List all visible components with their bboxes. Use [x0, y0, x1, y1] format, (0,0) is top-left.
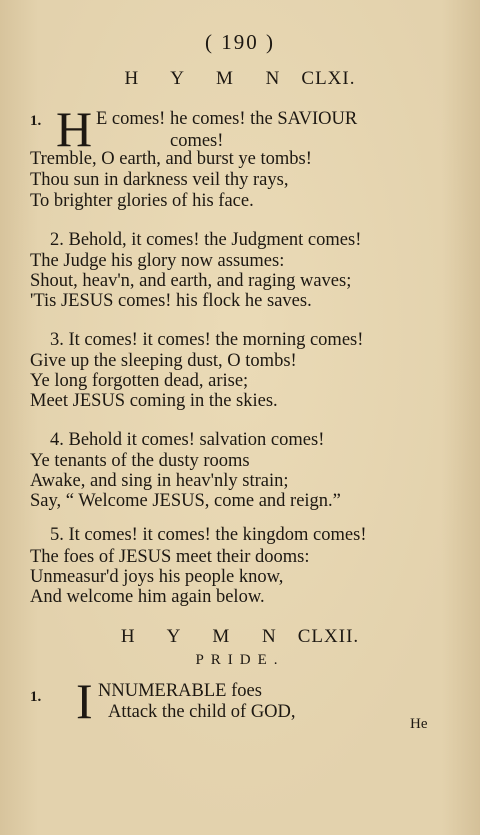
verse-line: Say, “ Welcome JESUS, come and reign.” — [30, 491, 341, 511]
drop-cap: H — [56, 101, 93, 157]
verse-line: 3. It comes! it comes! the morning comes! — [50, 330, 364, 350]
verse-line: Tremble, O earth, and burst ye tombs! — [30, 149, 312, 169]
verse-line: 'Tis JESUS comes! his flock he saves. — [30, 291, 312, 311]
hymn-label: H Y M N — [124, 68, 294, 89]
verse-line: Unmeasur'd joys his people know, — [30, 567, 284, 587]
hymn-heading — [0, 68, 480, 90]
hymn-number: CLXII. — [297, 626, 360, 647]
verse-line: Ye tenants of the dusty rooms — [30, 451, 250, 471]
verse-line: The foes of JESUS meet their dooms: — [30, 547, 310, 567]
verse-line: NNUMERABLE foes — [98, 681, 262, 701]
hymn-heading — [0, 626, 480, 648]
drop-cap: I — [76, 673, 93, 729]
verse-line: 2. Behold, it comes! the Judgment comes! — [50, 230, 362, 250]
stanza-number: 1. — [30, 689, 42, 705]
catchword: He — [410, 716, 428, 732]
verse-line: comes! — [170, 131, 224, 151]
hymn-label: H Y M N — [120, 626, 290, 647]
verse-line: E comes! he comes! the SAVIOUR — [96, 109, 358, 129]
page-number: ( 190 ) — [205, 30, 275, 54]
verse-line: Meet JESUS coming in the skies. — [30, 391, 278, 411]
verse-line: Give up the sleeping dust, O tombs! — [30, 351, 297, 371]
verse-line: Attack the child of GOD, — [108, 702, 296, 722]
verse-line: To brighter glories of his face. — [30, 191, 254, 211]
verse-line: 5. It comes! it comes! the kingdom comes! — [50, 525, 367, 545]
stanza-number: 1. — [30, 113, 42, 129]
hymn-number: CLXI. — [301, 68, 356, 89]
hymn-subtitle: PRIDE. — [195, 652, 285, 668]
verse-line: Awake, and sing in heav'nly strain; — [30, 471, 289, 491]
verse-line: The Judge his glory now assumes: — [30, 251, 285, 271]
verse-line: And welcome him again below. — [30, 587, 265, 607]
verse-line: Ye long forgotten dead, arise; — [30, 371, 249, 391]
verse-line: Thou sun in darkness veil thy rays, — [30, 170, 289, 190]
verse-line: 4. Behold it comes! salvation comes! — [50, 430, 325, 450]
verse-line: Shout, heav'n, and earth, and raging waves; — [30, 271, 352, 291]
